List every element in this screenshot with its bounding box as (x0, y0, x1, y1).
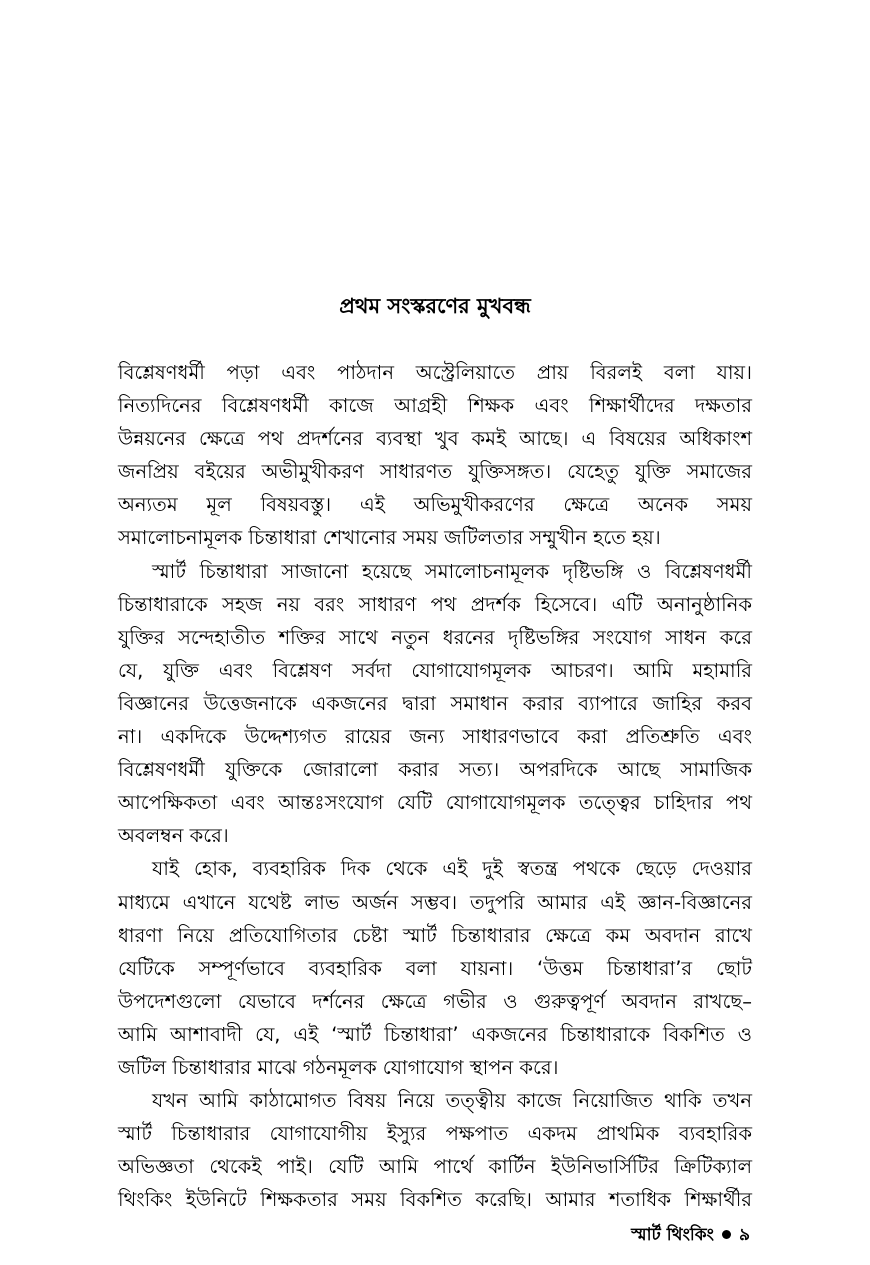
text-line: যুক্তির সন্দেহাতীত শক্তির সাথে নতুন ধরনের দৃষ্টিভঙ্গির সংযোগ সাধন করে (118, 625, 752, 649)
text-line: জটিল চিন্তাধারার মাঝে গঠনমূলক যোগাযোগ স্থাপন করে। (118, 1055, 559, 1079)
text-line: স্মার্ট চিন্তাধারার যোগাযোগীয় ইস্যুর পক্ষপাত একদম প্রাথমিক ব্যবহারিক (118, 1122, 752, 1146)
text-line: চিন্তাধারাকে সহজ নয় বরং সাধারণ পথ প্রদর্শক হিসেবে। এটি অনানুষ্ঠানিক (118, 592, 752, 616)
page-number: ৯ (738, 1225, 750, 1245)
text-line: যখন আমি কাঠামোগত বিষয় নিয়ে তত্ত্বীয় কাজে নিয়োজিত থাকি তখন (152, 1089, 752, 1113)
text-line: যে, যুক্তি এবং বিশ্লেষণ সর্বদা যোগাযোগমূলক আচরণ। আমি মহামারি (118, 658, 752, 682)
paragraph (118, 1084, 752, 1216)
paragraph (118, 555, 752, 853)
paragraph (118, 852, 752, 1084)
chapter-heading: প্রথম সংস্করণের মুখবন্ধ (339, 294, 531, 318)
text-line: অভিজ্ঞতা থেকেই পাই। যেটি আমি পার্থে কার্টিন ইউনিভার্সিটির ক্রিটিক্যাল (118, 1155, 752, 1179)
page-footer (631, 1222, 750, 1248)
running-title: স্মার্ট থিংকিং (631, 1225, 714, 1245)
text-line: থিংকিং ইউনিটে শিক্ষকতার সময় বিকশিত করেছি। আমার শতাধিক শিক্ষার্থীর (118, 1188, 752, 1212)
text-line: বিশ্লেষণধর্মী যুক্তিকে জোরালো করার সত্য। অপরদিকে আছে সামাজিক (118, 758, 752, 782)
body-text (118, 356, 752, 1216)
text-line: আমি আশাবাদী যে, এই ‘স্মার্ট চিন্তাধারা’ একজনের চিন্তাধারাকে বিকশিত ও (118, 1022, 752, 1046)
text-line: আপেক্ষিকতা এবং আন্তঃসংযোগ যেটি যোগাযোগমূলক তত্ত্বের চাহিদার পথ (118, 791, 752, 815)
text-line: যেটিকে সম্পূর্ণভাবে ব্যবহারিক বলা যায়না। ‘উত্তম চিন্তাধারা’র ছোট (118, 956, 752, 980)
text-line: অবলম্বন করে। (118, 824, 229, 848)
text-line: সমালোচনামূলক চিন্তাধারা শেখানোর সময় জটিলতার সম্মুখীন হতে হয়। (118, 526, 661, 550)
text-line: বিজ্ঞানের উত্তেজনাকে একজনের দ্বারা সমাধান করার ব্যাপারে জাহির করব (118, 691, 752, 715)
text-line: না। একদিকে উদ্দেশ্যগত রায়ের জন্য সাধারণভাবে করা প্রতিশ্রুতি এবং (118, 725, 752, 749)
text-line: জনপ্রিয় বইয়ের অভীমুখীকরণ সাধারণত যুক্তিসঙ্গত। যেহেতু যুক্তি সমাজের (118, 460, 752, 484)
text-line: যাই হোক, ব্যবহারিক দিক থেকে এই দুই স্বতন্ত্র পথকে ছেড়ে দেওয়ার (152, 857, 752, 881)
paragraph (118, 356, 752, 555)
text-line: বিশ্লেষণধর্মী পড়া এবং পাঠদান অস্ট্রেলিয়াতে প্রায় বিরলই বলা যায়। (118, 361, 752, 384)
bullet-dot-icon (722, 1230, 731, 1239)
text-line: অন্যতম মূল বিষয়বস্তু। এই অভিমুখীকরণের ক্ষেত্রে অনেক সময় (118, 493, 752, 517)
text-line: মাধ্যমে এখানে যথেষ্ট লাভ অর্জন সম্ভব। তদুপরি আমার এই জ্ঞান-বিজ্ঞানের (118, 890, 752, 914)
text-line: ধারণা নিয়ে প্রতিযোগিতার চেষ্টা স্মার্ট চিন্তাধারার ক্ষেত্রে কম অবদান রাখে (118, 923, 752, 947)
text-line: নিত্যদিনের বিশ্লেষণধর্মী কাজে আগ্রহী শিক্ষক এবং শিক্ষার্থীদের দক্ষতার (118, 394, 752, 418)
text-line: স্মার্ট চিন্তাধারা সাজানো হয়েছে সমালোচনামূলক দৃষ্টিভঙ্গি ও বিশ্লেষণধর্মী (152, 559, 752, 583)
text-line: উন্নয়নের ক্ষেত্রে পথ প্রদর্শনের ব্যবস্থা খুব কমই আছে। এ বিষয়ের অধিকাংশ (118, 427, 752, 451)
text-line: উপদেশগুলো যেভাবে দর্শনের ক্ষেত্রে গভীর ও গুরুত্বপূর্ণ অবদান রাখছে– (118, 989, 752, 1013)
